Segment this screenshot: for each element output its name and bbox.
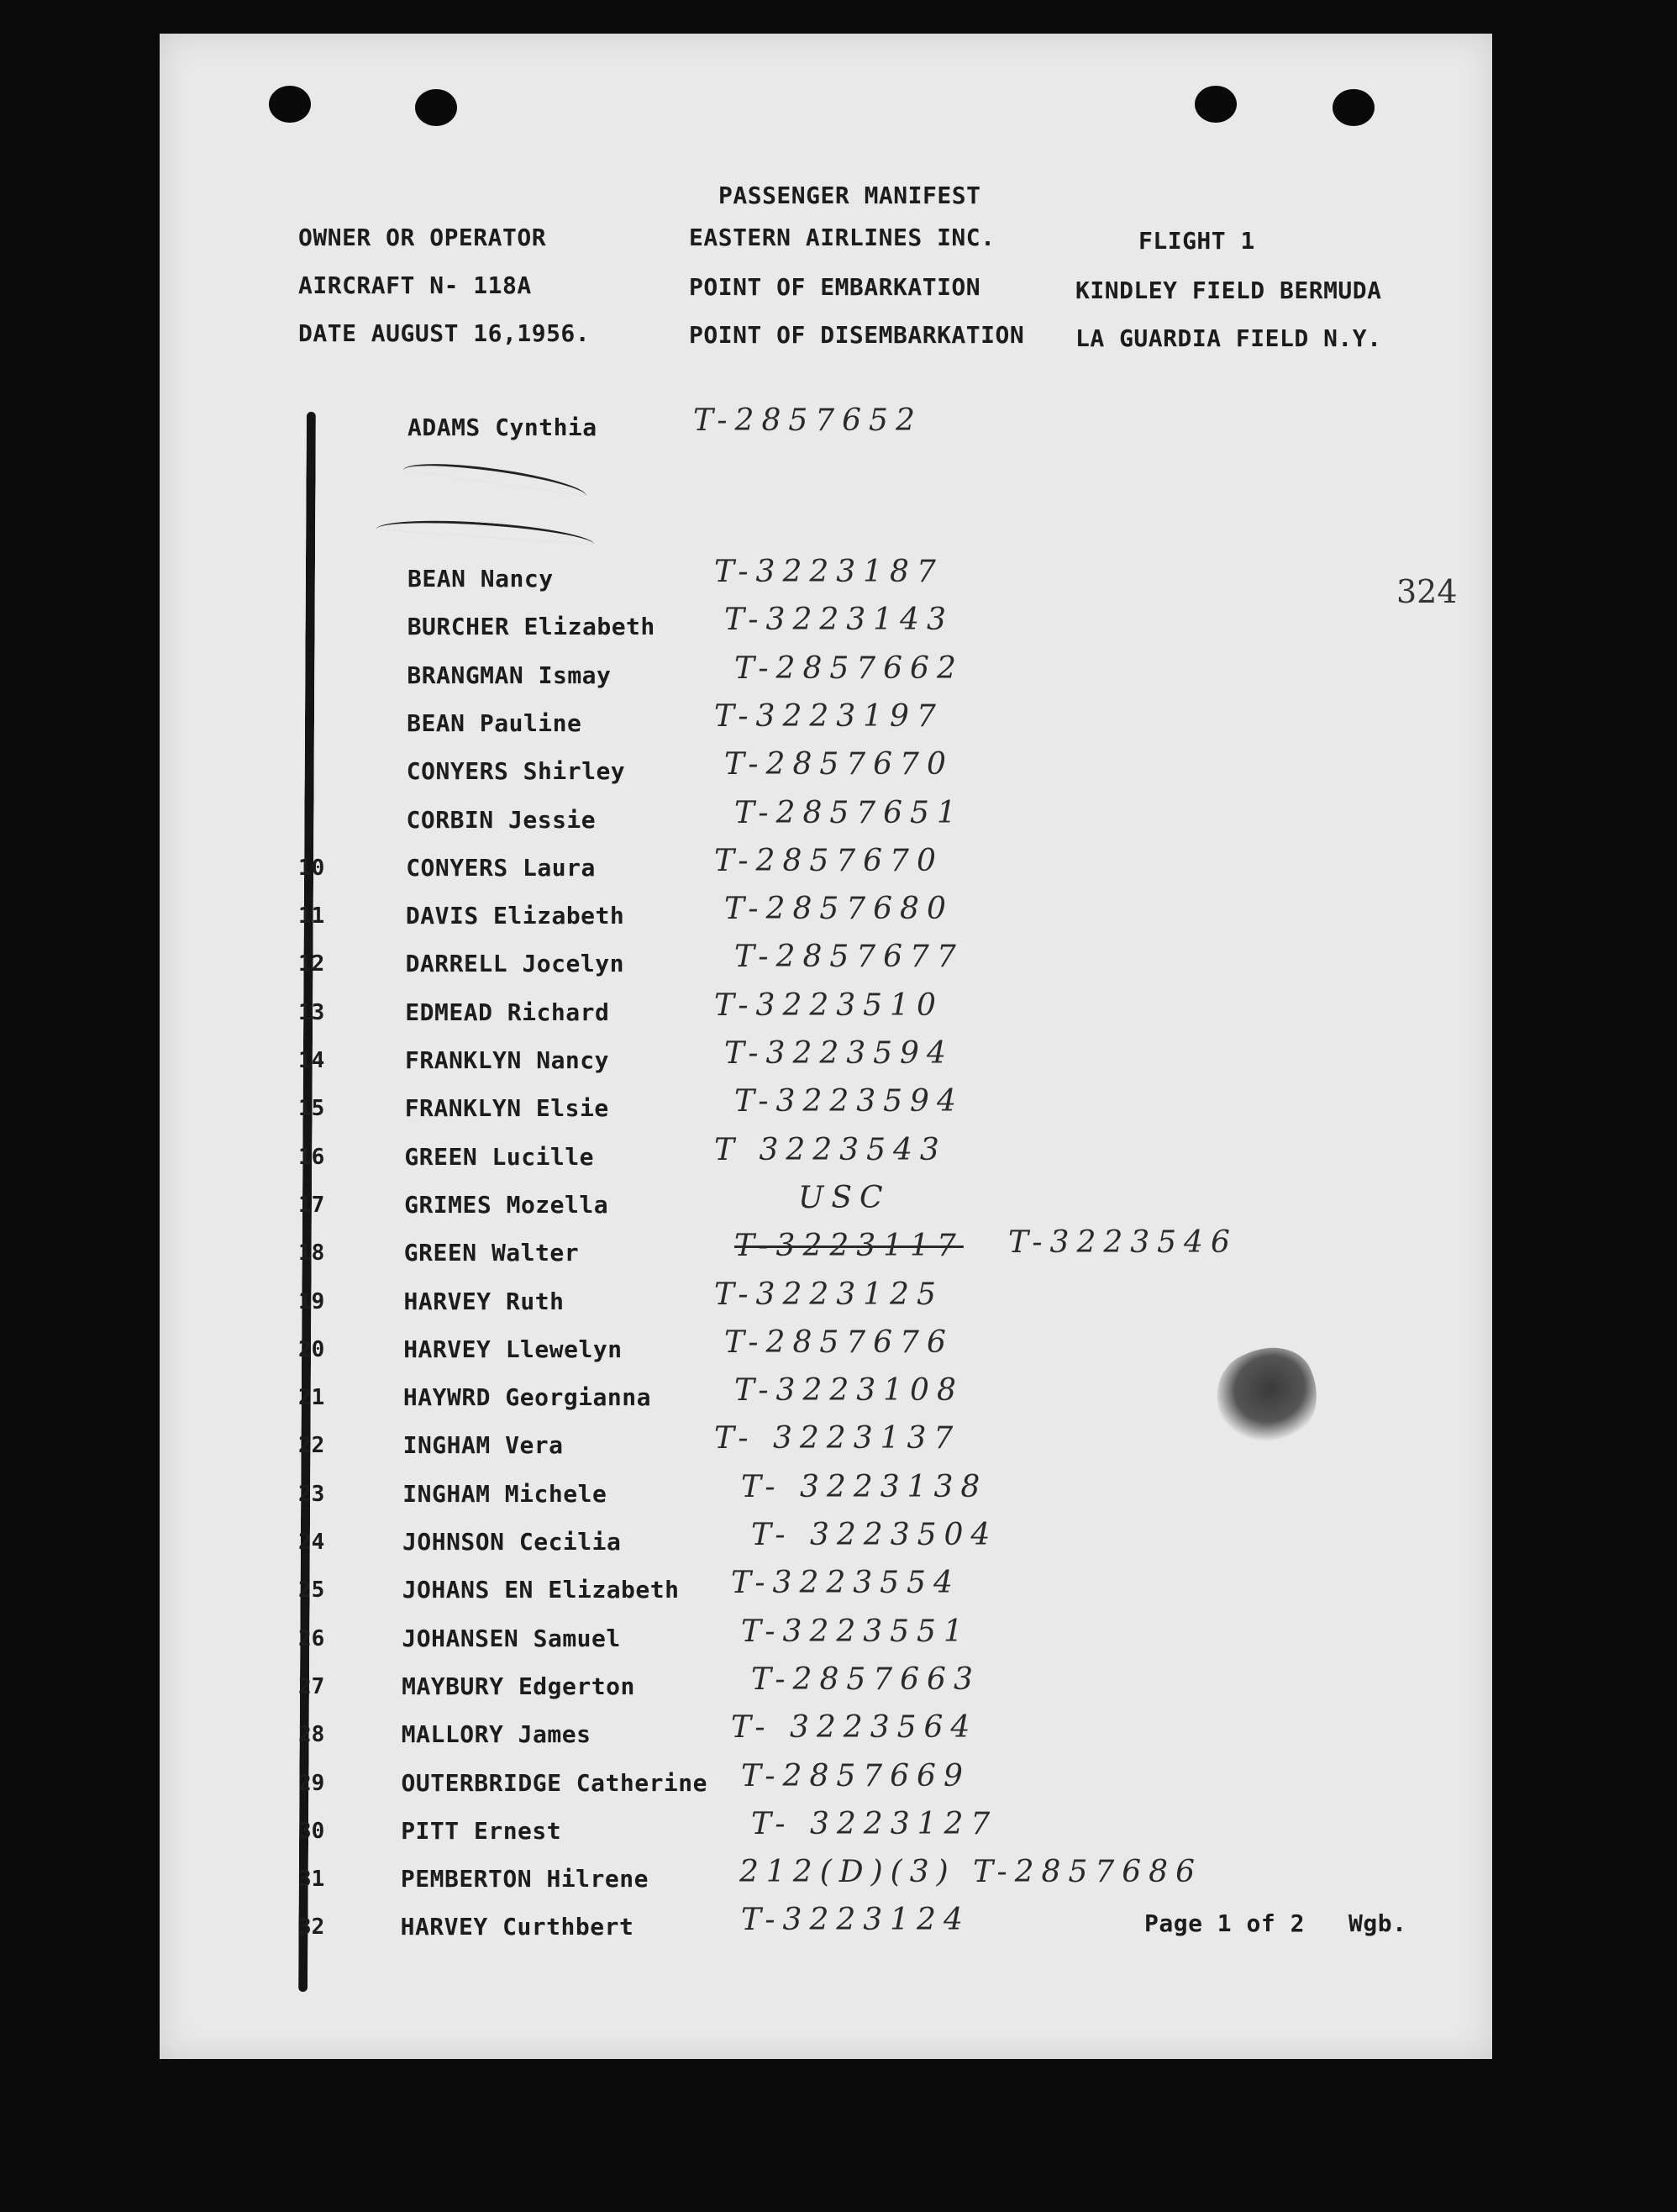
passenger-name: HARVEY Llewelyn (403, 1335, 623, 1363)
ticket-number: T- 3223564 (731, 1710, 978, 1746)
ticket-number: T-3223551 (741, 1614, 970, 1649)
row-number: 25 (298, 1577, 325, 1604)
row-number: 24 (298, 1530, 325, 1555)
passenger-name: DAVIS Elizabeth (405, 902, 625, 930)
passenger-name: GREEN Walter (403, 1239, 580, 1267)
ticket-number: T- 3223127 (751, 1806, 998, 1841)
row-number: 32 (298, 1914, 325, 1941)
passenger-name: FRANKLYN Elsie (404, 1094, 609, 1123)
deletion-mark (403, 456, 588, 496)
ticket-number: T-3223594 (734, 1084, 964, 1119)
embark-value: KINDLEY FIELD BERMUDA (1075, 276, 1382, 304)
passenger-name: INGHAM Vera (402, 1431, 564, 1460)
aircraft: AIRCRAFT N- 118A (298, 271, 532, 299)
row-number: 14 (298, 1048, 325, 1073)
ticket-number: T-2857669 (741, 1758, 970, 1793)
ticket-number: T 3223543 (714, 1132, 947, 1167)
punch-hole-icon (1195, 86, 1237, 123)
ticket-number: T-2857677 (734, 940, 964, 975)
ticket-number: T-2857670 (724, 747, 954, 782)
ticket-number: T- 3223138 (741, 1469, 988, 1504)
row-number: 19 (298, 1288, 325, 1314)
ticket-number: T-3223143 (724, 603, 954, 638)
ticket-number-correction: T-3223546 (1008, 1225, 1238, 1261)
passenger-name: GREEN Lucille (404, 1142, 595, 1171)
row-number: 13 (298, 999, 325, 1025)
row-number: 26 (298, 1625, 325, 1651)
date: DATE AUGUST 16,1956. (298, 319, 591, 347)
passenger-name: INGHAM Michele (402, 1479, 607, 1508)
ticket-number: T-3223510 (714, 988, 944, 1023)
passenger-name: PEMBERTON Hilrene (400, 1865, 649, 1893)
passenger-name: BEAN Nancy (407, 565, 554, 592)
row-number: 31 (298, 1867, 325, 1893)
ticket-number: T- 3223137 (714, 1421, 961, 1456)
ticket-number: T-2857670 (714, 843, 944, 878)
flight-number: FLIGHT 1 (1138, 227, 1255, 255)
passenger-name: HARVEY Ruth (403, 1287, 565, 1315)
manifest-sheet (160, 34, 1492, 2059)
row-number: 20 (298, 1336, 325, 1362)
row-number: 10 (298, 855, 325, 881)
ticket-number: T-3223108 (734, 1373, 964, 1409)
row-number: 30 (298, 1818, 325, 1844)
ticket-number: T-3223117 (734, 1229, 964, 1264)
row-number: 28 (298, 1722, 325, 1748)
disembark-value: LA GUARDIA FIELD N.Y. (1075, 324, 1382, 352)
passenger-name: CONYERS Shirley (406, 757, 626, 786)
ticket-number: T-2857663 (751, 1662, 980, 1697)
ticket-number: T-3223125 (714, 1277, 944, 1312)
row-number: 11 (298, 903, 325, 930)
passenger-name: CORBIN Jessie (406, 805, 597, 834)
passenger-name: CONYERS Laura (406, 853, 596, 882)
ticket-number: 212(D)(3) T-2857686 (739, 1855, 1202, 1890)
deletion-mark (376, 515, 596, 545)
row-number: 29 (298, 1770, 325, 1796)
row-number: 23 (298, 1481, 325, 1507)
punch-hole-icon (269, 86, 311, 123)
passenger-name: HAYWRD Georgianna (402, 1383, 651, 1412)
ticket-number: T-3223554 (731, 1566, 960, 1601)
passenger-name: DARRELL Jocelyn (405, 950, 624, 978)
ticket-number: T-3223187 (714, 555, 944, 589)
ticket-number: T-2857662 (734, 650, 964, 686)
ticket-number: T-2857680 (724, 892, 954, 927)
passenger-name: BRANGMAN Ismay (407, 661, 612, 689)
row-number: 17 (298, 1192, 325, 1218)
row-number: 16 (298, 1144, 325, 1170)
ticket-number: T-3223594 (724, 1036, 954, 1071)
owner-value: EASTERN AIRLINES INC. (689, 224, 996, 251)
row-number: 27 (298, 1673, 325, 1699)
row-number: 21 (298, 1385, 325, 1411)
punch-hole-icon (415, 89, 457, 126)
page-number: 324 (1396, 573, 1458, 610)
passenger-name: OUTERBRIDGE Catherine (401, 1768, 708, 1797)
ticket-number: T- 3223504 (751, 1518, 998, 1552)
disembark-label: POINT OF DISEMBARKATION (689, 321, 1025, 349)
passenger-name: GRIMES Mozella (404, 1190, 609, 1219)
passenger-name: HARVEY Curthbert (400, 1913, 634, 1941)
row-number: 18 (298, 1240, 325, 1267)
passenger-name: PITT Ernest (401, 1816, 562, 1845)
passenger-name: JOHANS EN Elizabeth (402, 1576, 680, 1604)
passenger-name: JOHNSON Cecilia (402, 1528, 622, 1556)
passenger-name: BURCHER Elizabeth (407, 613, 655, 641)
ticket-number: T-2857676 (724, 1325, 954, 1360)
passenger-name: MAYBURY Edgerton (402, 1672, 635, 1700)
row-number: 15 (298, 1096, 325, 1122)
passenger-name: MALLORY James (401, 1720, 591, 1749)
ticket-number: USC (798, 1180, 891, 1215)
ticket-number: T-3223124 (741, 1903, 970, 1938)
owner-label: OWNER OR OPERATOR (298, 224, 547, 251)
ticket-number: T-2857652 (693, 403, 923, 438)
punch-hole-icon (1333, 89, 1375, 126)
passenger-name: JOHANSEN Samuel (402, 1624, 621, 1652)
page-footer: Page 1 of 2 Wgb. (1144, 1909, 1407, 1937)
ink-stain (1201, 1332, 1332, 1458)
passenger-name: FRANKLYN Nancy (405, 1046, 610, 1074)
embark-label: POINT OF EMBARKATION (689, 273, 981, 301)
passenger-name: BEAN Pauline (407, 708, 582, 737)
row-number: 22 (298, 1433, 325, 1459)
ticket-number: T-2857651 (734, 795, 964, 830)
ticket-number: T-3223197 (714, 698, 944, 734)
passenger-name: EDMEAD Richard (405, 998, 610, 1026)
passenger-name: ADAMS Cynthia (407, 413, 597, 441)
row-number: 12 (298, 951, 325, 977)
manifest-title: PASSENGER MANIFEST (718, 182, 981, 209)
